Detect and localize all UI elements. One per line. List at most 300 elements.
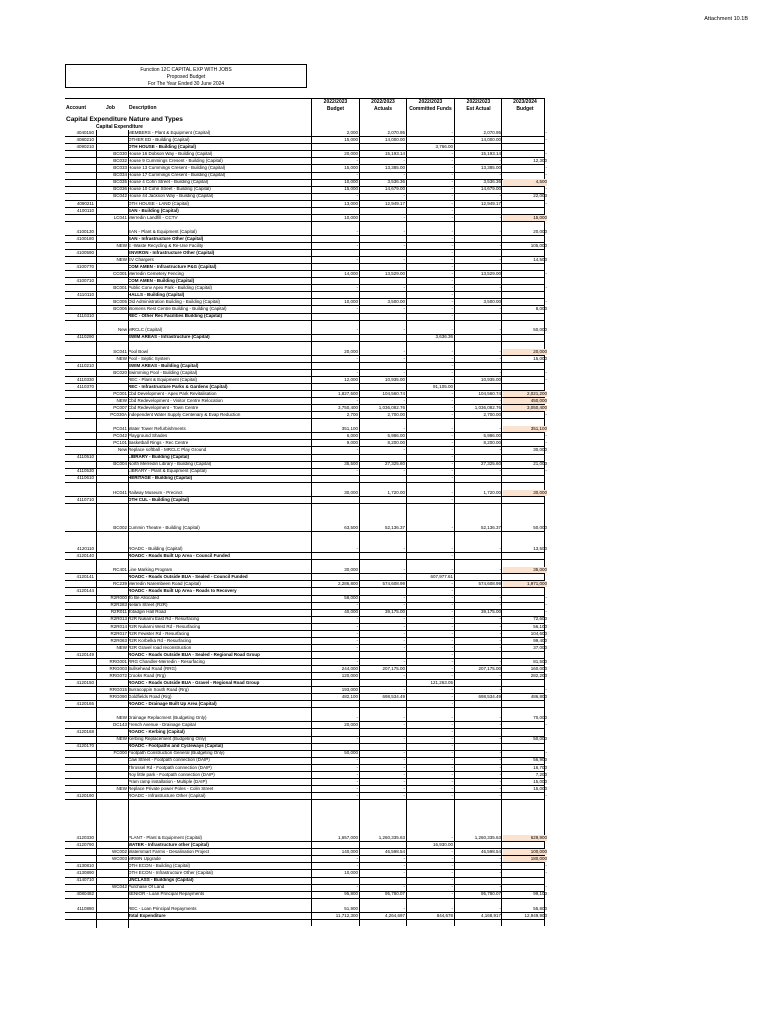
est-actual-cell: 52,136.37 xyxy=(480,524,501,530)
budget-2223-cell xyxy=(313,384,358,390)
description-cell: Cbd Development - Apex Park Revitalisation xyxy=(128,390,217,396)
committed-cell: - xyxy=(451,397,453,403)
committed-cell: - xyxy=(451,701,453,707)
account-cell: 4120150 xyxy=(76,679,94,685)
job-cell: NEW xyxy=(116,256,127,262)
actuals-cell: - xyxy=(403,447,405,453)
budget-2223-cell: - xyxy=(356,193,358,199)
job-cell: R2R013 xyxy=(110,616,127,622)
budget-2223-cell xyxy=(313,292,358,298)
account-cell: 4110330 xyxy=(76,376,94,382)
est-actual-cell: - xyxy=(499,623,501,629)
budget-2223-cell: 193,000 xyxy=(341,686,358,692)
committed-cell: - xyxy=(451,193,453,199)
job-cell xyxy=(96,454,127,460)
budget-2324-cell: 22,000 xyxy=(533,193,547,199)
job-cell xyxy=(96,863,127,869)
actuals-cell xyxy=(361,384,405,390)
account-cell xyxy=(65,666,94,672)
account-cell: 4120165 xyxy=(76,701,94,707)
col-divider xyxy=(311,98,312,926)
description-cell: House 44 Jackson Way - Building (Capital) xyxy=(128,193,214,199)
account-cell xyxy=(65,694,94,700)
description-cell: Bullsehead Road (RRG) xyxy=(128,665,177,671)
account-cell xyxy=(65,757,94,763)
committed-cell: - xyxy=(451,588,453,594)
job-cell xyxy=(96,292,127,298)
description-cell: French Avenue - Drainage Capital xyxy=(128,722,196,728)
committed-cell: - xyxy=(451,271,453,276)
job-cell xyxy=(96,313,127,319)
actuals-cell: 698,534.49 xyxy=(382,694,405,699)
est-actual-cell: - xyxy=(499,545,501,551)
actuals-cell: - xyxy=(403,757,405,763)
account-cell xyxy=(65,306,94,312)
est-actual-cell xyxy=(456,729,501,735)
description-cell: Purchase Of Land xyxy=(128,884,165,890)
budget-2223-cell: 10,000 xyxy=(344,299,358,305)
job-cell xyxy=(96,793,127,799)
committed-cell: - xyxy=(451,489,453,495)
actuals-cell: - xyxy=(403,193,405,199)
job-cell: RC239 xyxy=(112,581,127,587)
account-cell xyxy=(65,412,94,418)
committed-cell: - xyxy=(451,729,453,735)
description-cell: House 9 Cummings Cresent - Building (Capital) xyxy=(128,158,223,164)
job-cell: NEW xyxy=(116,355,127,361)
account-cell xyxy=(65,750,94,756)
job-cell: RRG001 xyxy=(109,658,127,664)
budget-2324-cell xyxy=(503,264,547,270)
budget-2324-cell xyxy=(503,574,547,580)
actuals-cell: - xyxy=(403,736,405,742)
account-cell xyxy=(65,405,94,411)
budget-2223-cell xyxy=(313,743,358,749)
actuals-cell: - xyxy=(403,722,405,728)
actuals-cell xyxy=(361,278,405,284)
description-cell: ROADC - Roads Built Up Area - Roads to Recovery xyxy=(128,588,237,594)
job-cell: R2R000 xyxy=(110,595,127,601)
job-cell: R2R063 xyxy=(110,637,127,643)
budget-2223-cell: 10,000 xyxy=(344,870,358,876)
account-cell xyxy=(65,765,94,771)
description-cell: Goldfields Road (Rrg) xyxy=(128,694,172,699)
actuals-cell: - xyxy=(403,764,405,770)
description-cell: Public Conv Apex Park - Building (Capital) xyxy=(128,285,213,291)
budget-2324-cell: - xyxy=(545,792,547,798)
description-cell: SWIM AREAS - Infrastructure (Capital) xyxy=(128,334,210,340)
budget-2324-cell: - xyxy=(545,130,547,135)
actuals-cell: 8,200.00 xyxy=(387,440,405,446)
budget-2324-cell: - xyxy=(545,200,547,206)
est-actual-cell xyxy=(456,574,501,580)
committed-cell: - xyxy=(451,475,453,481)
job-cell xyxy=(96,497,127,503)
job-cell: RC401 xyxy=(112,567,127,573)
budget-2223-cell: 10,000 xyxy=(344,179,358,185)
budget-2223-cell: - xyxy=(356,658,358,664)
committed-cell: - xyxy=(451,785,453,791)
committed-cell: - xyxy=(451,757,453,763)
committed-cell: - xyxy=(451,454,453,460)
budget-2324-cell: 105,000 xyxy=(530,242,547,248)
col-description-header: Description xyxy=(129,105,157,111)
job-cell xyxy=(96,652,127,658)
description-cell: Roy little park - Footpath connection (DAIP) xyxy=(128,771,215,777)
committed-cell: - xyxy=(451,151,453,157)
budget-2223-cell xyxy=(313,454,358,460)
description-cell: OTH ECON - Infrastructure Other (Capital) xyxy=(128,870,214,876)
account-cell xyxy=(65,786,94,792)
budget-2324-cell: 16,700 xyxy=(533,764,547,770)
description-cell: HERITAGE - Building (Capital) xyxy=(128,475,193,481)
actuals-cell: 39,175.00 xyxy=(384,609,405,615)
job-cell xyxy=(96,546,127,552)
actuals-cell: 5,986.00 xyxy=(387,433,405,439)
actuals-cell: 27,325.60 xyxy=(384,461,405,467)
budget-2223-cell: - xyxy=(356,355,358,361)
account-cell xyxy=(65,772,94,778)
account-cell xyxy=(65,849,94,855)
account-cell xyxy=(65,151,94,157)
account-cell xyxy=(65,158,94,164)
est-actual-cell: - xyxy=(499,193,501,199)
description-cell: LIBRARY - Building (Capital) xyxy=(128,454,189,460)
description-cell: House 16 Dobson Way - Building (Capital) xyxy=(128,151,213,157)
budget-2324-cell: - xyxy=(545,271,547,276)
committed-cell: - xyxy=(451,362,453,368)
account-cell: 4110310 xyxy=(76,313,94,319)
account-cell xyxy=(65,426,94,432)
budget-2324-cell: 35,000 xyxy=(503,567,547,573)
budget-2223-cell: - xyxy=(356,623,358,629)
budget-2324-cell: 104,600 xyxy=(530,630,547,636)
committed-cell: - xyxy=(451,130,453,135)
committed-cell: - xyxy=(451,630,453,636)
committed-cell: - xyxy=(451,172,453,178)
report-title-box xyxy=(65,64,307,88)
committed-cell: - xyxy=(451,581,453,587)
account-cell: 4120170 xyxy=(76,743,94,749)
budget-2223-cell: 9,000 xyxy=(346,440,358,446)
job-cell: New xyxy=(117,327,127,333)
col-actuals-header: 2022/2023 Actuals xyxy=(371,99,395,112)
actuals-cell: 2,700.00 xyxy=(387,412,405,417)
est-actual-cell: - xyxy=(499,884,501,890)
job-cell: NEW xyxy=(116,644,127,650)
committed-cell: - xyxy=(451,278,453,284)
job-cell: PC041 xyxy=(113,426,127,432)
est-actual-cell: - xyxy=(499,856,501,862)
est-actual-cell: - xyxy=(499,778,501,784)
account-cell: 4140710 xyxy=(76,877,94,883)
est-actual-cell: - xyxy=(499,228,501,234)
job-cell xyxy=(96,588,127,594)
est-actual-cell: - xyxy=(499,348,501,354)
committed-cell: 16,930.00 xyxy=(432,842,453,848)
job-cell xyxy=(96,201,127,207)
budget-2324-cell xyxy=(503,701,547,707)
budget-2223-cell: - xyxy=(356,764,358,770)
actuals-cell: - xyxy=(403,327,405,333)
committed-cell: - xyxy=(451,856,453,862)
est-actual-cell xyxy=(456,313,501,319)
description-cell: OTH CUL - Building (Capital) xyxy=(128,496,190,502)
account-cell xyxy=(65,186,94,192)
budget-2324-cell: 100,000 xyxy=(503,849,547,855)
job-cell xyxy=(96,701,127,707)
budget-2223-cell xyxy=(313,842,358,848)
committed-cell: - xyxy=(451,736,453,742)
job-cell xyxy=(96,680,127,686)
actuals-cell: - xyxy=(403,306,405,312)
account-cell xyxy=(65,179,94,185)
table-row xyxy=(65,792,547,800)
committed-cell: - xyxy=(451,285,453,291)
budget-2223-cell xyxy=(313,497,358,503)
actuals-cell xyxy=(361,250,405,256)
budget-2324-cell: 15,000 xyxy=(533,785,547,791)
budget-2223-cell xyxy=(313,701,358,707)
est-actual-cell: - xyxy=(499,355,501,361)
col-budget-2324-header: 2023/2024 Budget xyxy=(513,99,537,112)
account-cell xyxy=(65,243,94,249)
job-cell xyxy=(96,574,127,580)
description-cell: Total Expenditure xyxy=(128,912,166,918)
est-actual-cell xyxy=(456,208,501,214)
section-title: Capital Expenditure Nature and Types xyxy=(66,116,183,123)
description-cell: ROADC - Drainage Built Up Area (Capital) xyxy=(128,701,217,707)
actuals-cell: - xyxy=(403,637,405,643)
committed-cell: - xyxy=(451,686,453,692)
budget-2324-cell xyxy=(503,497,547,503)
description-cell: Womens Rest Centre Building - Building (Capital) xyxy=(128,306,227,312)
actuals-cell: 12,949.17 xyxy=(384,200,405,206)
account-cell: 4110370 xyxy=(76,383,94,389)
actuals-cell: - xyxy=(403,623,405,629)
description-cell: ROADC - Footpaths and Cycleways (Capital) xyxy=(128,743,224,749)
job-cell: R2R014 xyxy=(110,623,127,629)
actuals-cell: - xyxy=(403,567,405,573)
committed-cell: - xyxy=(451,263,453,269)
est-actual-cell xyxy=(456,743,501,749)
table-row xyxy=(65,412,547,419)
job-cell xyxy=(96,334,127,340)
committed-cell: - xyxy=(451,313,453,319)
actuals-cell: - xyxy=(403,715,405,721)
actuals-cell xyxy=(361,553,405,559)
description-cell: MEMBERS - Plant & Equipment (Capital) xyxy=(128,130,211,135)
attachment-label: Attachment 10.1B xyxy=(704,16,748,22)
account-cell xyxy=(65,165,94,171)
description-cell: Replace softball - MRCLC Play Ground xyxy=(128,447,207,453)
job-cell xyxy=(96,842,127,848)
account-cell: 4090211 xyxy=(76,200,94,206)
account-cell: 4120141 xyxy=(76,574,94,580)
job-cell xyxy=(96,229,127,235)
est-actual-cell: - xyxy=(499,722,501,728)
actuals-cell: - xyxy=(403,856,405,862)
description-cell: ENVIRON - Infrastructure Other (Capital) xyxy=(128,249,215,255)
est-actual-cell: - xyxy=(499,658,501,664)
budget-2223-cell: - xyxy=(356,602,358,608)
account-cell xyxy=(65,461,94,467)
budget-2223-cell: - xyxy=(356,285,358,291)
budget-2223-cell: - xyxy=(356,792,358,798)
budget-2324-cell xyxy=(503,334,547,340)
est-actual-cell: - xyxy=(499,306,501,312)
est-actual-cell xyxy=(456,384,501,390)
actuals-cell: - xyxy=(403,905,405,911)
col-divider xyxy=(359,98,360,926)
job-cell: LC041 xyxy=(113,214,127,220)
budget-2324-cell: - xyxy=(545,750,547,756)
description-cell: SAN - Building (Capital) xyxy=(128,207,179,213)
est-actual-cell: 95,780.07 xyxy=(480,891,501,897)
col-divider xyxy=(454,98,455,926)
est-actual-cell: 574,608.99 xyxy=(478,581,501,587)
budget-2324-cell: - xyxy=(545,440,547,446)
budget-2324-cell: - xyxy=(545,602,547,608)
est-actual-cell xyxy=(456,454,501,460)
actuals-cell: 574,608.99 xyxy=(382,581,405,587)
committed-cell: - xyxy=(451,355,453,361)
budget-2324-cell: - xyxy=(545,151,547,157)
committed-cell: - xyxy=(451,672,453,678)
job-cell xyxy=(96,363,127,369)
actuals-cell: - xyxy=(403,595,405,601)
description-cell: Kerbing Replacement (Budgeting Only) xyxy=(128,736,207,742)
description-cell: Cbd Redevelopment - Visitor Centre Relocation xyxy=(128,397,223,403)
description-cell: Replace Private power Poles - Colin Street xyxy=(128,785,214,791)
budget-2324-cell: - xyxy=(545,863,547,869)
description-cell: ROADC - Roads Outside BUA - Sealed - Regional Road Group xyxy=(128,651,260,657)
est-actual-cell: 1,720.00 xyxy=(483,489,501,495)
description-cell: PLANT - Plant & Equipment (Capital) xyxy=(128,835,202,840)
est-actual-cell: - xyxy=(499,158,501,164)
actuals-cell: - xyxy=(403,686,405,692)
budget-2324-cell: 99,400 xyxy=(533,637,547,643)
actuals-cell: - xyxy=(403,355,405,361)
budget-2324-cell xyxy=(503,278,547,284)
table-row xyxy=(65,313,544,320)
actuals-cell xyxy=(361,842,405,848)
account-cell xyxy=(65,285,94,291)
budget-2223-cell xyxy=(313,475,358,481)
actuals-cell xyxy=(361,729,405,735)
budget-2223-cell: 40,000 xyxy=(344,609,358,615)
budget-2223-cell: 120,000 xyxy=(341,672,358,678)
committed-cell: - xyxy=(451,158,453,164)
account-cell xyxy=(65,856,94,862)
actuals-cell xyxy=(361,497,405,503)
actuals-cell: - xyxy=(403,658,405,664)
description-cell: R2R Nukarni West Rd - Resurfacing xyxy=(128,623,201,629)
col-divider xyxy=(406,98,407,926)
job-cell xyxy=(96,384,127,390)
col-est-actual-header: 2022/2023 Est Actual xyxy=(466,99,491,112)
actuals-cell: 1,036,082.76 xyxy=(378,404,405,410)
est-actual-cell: - xyxy=(499,785,501,791)
est-actual-cell xyxy=(456,334,501,340)
budget-2324-cell xyxy=(503,292,547,298)
description-cell: Independent Water Supply Centenary & Evap Reduction xyxy=(128,412,241,417)
est-actual-cell: - xyxy=(499,567,501,573)
description-cell: RRG Chandler-Merredin - Resurfacing xyxy=(128,658,205,664)
budget-2223-cell: 30,000 xyxy=(344,567,358,573)
job-cell xyxy=(96,913,127,919)
job-cell xyxy=(96,137,127,143)
description-cell: ROADC - Roads Outside BUA - Gravel - Regional Road Group xyxy=(128,679,260,685)
budget-2223-cell xyxy=(313,208,358,214)
account-cell xyxy=(65,687,94,693)
account-cell: 4110290 xyxy=(76,334,94,340)
description-cell: ROADC - Roads Built Up Area - Council Funded xyxy=(128,553,230,558)
account-cell xyxy=(65,645,94,651)
description-cell: REC - Other Rec Facilities Building (Capital) xyxy=(128,313,223,319)
description-cell: North Merredin Library - Building (Capital) xyxy=(128,461,212,467)
budget-2324-cell xyxy=(503,250,547,256)
table-row xyxy=(65,891,547,898)
budget-2324-cell: - xyxy=(545,299,547,305)
budget-2324-cell: 70,000 xyxy=(533,715,547,721)
description-cell: Merredin Narembeen Road (Capital) xyxy=(128,581,201,587)
committed-cell: - xyxy=(451,306,453,312)
actuals-cell xyxy=(361,475,405,481)
job-cell: WC003 xyxy=(111,856,127,862)
description-cell: Playground Shades xyxy=(128,433,168,439)
budget-2223-cell: 50,000 xyxy=(344,750,358,756)
account-cell: 4120330 xyxy=(76,835,94,840)
est-actual-cell xyxy=(456,278,501,284)
job-cell: PC042 xyxy=(113,433,127,439)
est-actual-cell: 13,385.00 xyxy=(480,165,501,171)
budget-2324-cell xyxy=(503,208,547,214)
description-cell: OTH HOUSE - LAND (Capital) xyxy=(128,200,190,206)
est-actual-cell: - xyxy=(499,595,501,601)
account-cell xyxy=(65,370,94,376)
description-cell: WATER - Infrastructure other (Capital) xyxy=(128,842,209,848)
account-cell xyxy=(65,440,94,446)
actuals-cell: 52,136.37 xyxy=(384,524,405,530)
budget-2324-cell: 30,000 xyxy=(533,447,547,453)
budget-2223-cell: 2,700 xyxy=(346,412,358,417)
est-actual-cell: - xyxy=(499,792,501,798)
account-cell: 4110710 xyxy=(76,496,94,502)
actuals-cell xyxy=(361,574,405,580)
est-actual-cell xyxy=(456,588,501,594)
job-cell: BC033 xyxy=(113,165,127,171)
committed-cell: - xyxy=(451,299,453,305)
job-cell: BC006 xyxy=(113,306,127,312)
actuals-cell: - xyxy=(403,602,405,608)
col-job-header: Job xyxy=(106,105,115,111)
account-cell: 4080482 xyxy=(76,891,94,897)
budget-2324-cell: 4,500 xyxy=(503,179,547,185)
actuals-cell: 14,000.00 xyxy=(384,137,405,143)
committed-cell: - xyxy=(451,609,453,615)
budget-2324-cell: 30,000 xyxy=(503,490,547,496)
committed-cell: 844,678 xyxy=(436,912,453,918)
budget-2223-cell: 351,100 xyxy=(341,426,358,432)
job-cell xyxy=(96,772,127,778)
budget-2324-cell: - xyxy=(545,870,547,876)
budget-2324-cell: - xyxy=(545,369,547,375)
actuals-cell: - xyxy=(403,214,405,220)
account-cell: 4110210 xyxy=(76,362,94,368)
actuals-cell: 2,070.95 xyxy=(387,130,405,135)
budget-2223-cell xyxy=(313,250,358,256)
